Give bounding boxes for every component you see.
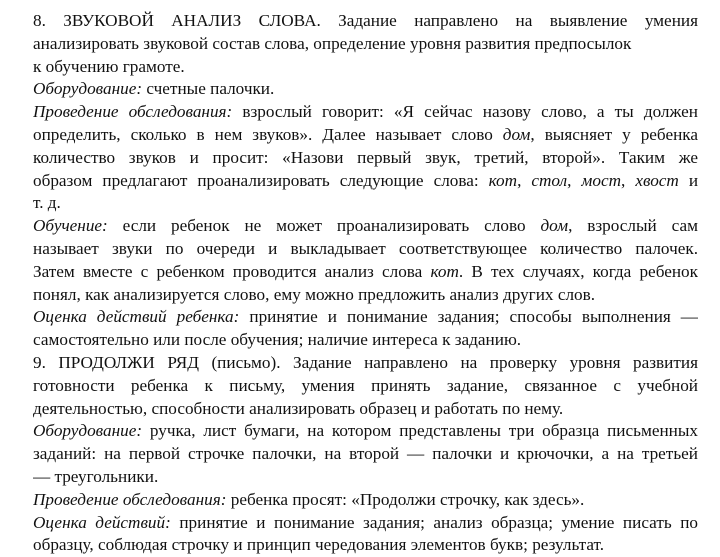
text-run: и — [678, 170, 698, 190]
text-line — [33, 147, 698, 170]
italic-text-run: Оборудование: — [33, 79, 143, 99]
text-run: т. д. — [33, 193, 61, 213]
italic-text-run: кот — [430, 261, 459, 281]
text-run: если ребенок не может проанализировать слово — [107, 216, 541, 236]
text-line — [33, 329, 698, 352]
text-run: принятие и понимание задания; анализ образца; умение писать по — [170, 512, 698, 532]
text-line — [33, 306, 698, 329]
text-run: называет звуки по очереди и выкладывает соответствующее количество палочек. — [33, 238, 698, 258]
text-run: количество звуков и просит: «Назови первый звук, третий, второй». Таким же — [33, 147, 698, 167]
italic-text-run: стол — [531, 170, 568, 190]
text-line — [33, 375, 698, 398]
text-run: , — [567, 170, 582, 190]
text-line — [33, 284, 698, 307]
text-line — [33, 101, 698, 124]
text-run: 9. ПРОДОЛЖИ РЯД (письмо). Задание направлено на проверку уровня развития — [33, 352, 698, 372]
text-run: ребенка просят: «Продолжи строчку, как здесь». — [226, 489, 585, 509]
text-line — [33, 489, 698, 512]
italic-text-run: Оценка действий: — [33, 512, 171, 532]
text-line — [33, 56, 698, 79]
italic-text-run: хвост — [635, 170, 679, 190]
text-line — [33, 33, 698, 56]
text-run: счетные палочки. — [142, 79, 275, 99]
italic-text-run: дом — [502, 124, 531, 144]
text-run: Затем вместе с ребенком проводится анализ слова — [33, 261, 431, 281]
italic-text-run: Обучение: — [33, 216, 108, 236]
italic-text-run: дом — [540, 216, 569, 236]
text-run: самостоятельно или после обучения; наличие интереса к заданию. — [33, 330, 522, 350]
text-line — [33, 261, 698, 284]
text-run: ручка, лист бумаги, на котором представлены три образца письменных — [142, 421, 698, 441]
text-line — [33, 443, 698, 466]
text-run: принятие и понимание задания; способы выполнения — — [239, 307, 698, 327]
italic-text-run: Проведение обследования: — [33, 489, 227, 509]
text-run: образом предлагают проанализировать следующие слова: — [33, 170, 489, 190]
text-line — [33, 170, 698, 193]
italic-text-run: Оборудование: — [33, 421, 143, 441]
text-run: 8. ЗВУКОВОЙ АНАЛИЗ СЛОВА. Задание направлено на выявление умения — [33, 11, 698, 30]
italic-text-run: Оценка действий ребенка: — [33, 307, 240, 327]
text-line — [33, 78, 698, 101]
text-line — [33, 352, 698, 375]
text-run: определить, сколько в нем звуков». Далее называет слово — [33, 124, 503, 144]
text-run: анализировать звуковой состав слова, определение уровня развития предпосылок — [33, 33, 632, 53]
text-line — [33, 124, 698, 147]
text-run: . В тех случаях, когда ребенок — [458, 261, 698, 281]
text-run: заданий: на первой строчке палочки, на второй — палочки и крючочки, а на третьей — [33, 444, 698, 464]
text-run: взрослый говорит: «Я сейчас назову слово, а ты должен — [232, 102, 698, 122]
italic-text-run: кот — [488, 170, 518, 190]
text-run: , — [621, 170, 636, 190]
text-run: образцу, соблюдая строчку и принцип чередования элементов букв; результат. — [33, 535, 605, 555]
text-line — [33, 10, 698, 33]
text-line — [33, 466, 698, 489]
text-run: понял, как анализируется слово, ему можно предложить анализ других слов. — [33, 284, 596, 304]
text-run: — треугольники. — [33, 466, 159, 486]
text-run: готовности ребенка к письму, умения принять задание, связанное с учебной — [33, 375, 698, 395]
text-line — [33, 512, 698, 535]
text-run: , — [517, 170, 532, 190]
text-line — [33, 534, 698, 557]
document-text — [33, 10, 698, 557]
text-line — [33, 398, 698, 421]
text-line — [33, 238, 698, 261]
text-line — [33, 215, 698, 238]
text-run: деятельностью, способности анализировать образец и работать по нему. — [33, 398, 564, 418]
text-line — [33, 192, 698, 215]
italic-text-run: Проведение обследования: — [33, 102, 233, 122]
text-run: , взрослый сам — [568, 216, 698, 236]
italic-text-run: мост — [581, 170, 622, 190]
text-run: к обучению грамоте. — [33, 56, 185, 76]
text-run: , выясняет у ребенка — [530, 124, 698, 144]
text-line — [33, 420, 698, 443]
